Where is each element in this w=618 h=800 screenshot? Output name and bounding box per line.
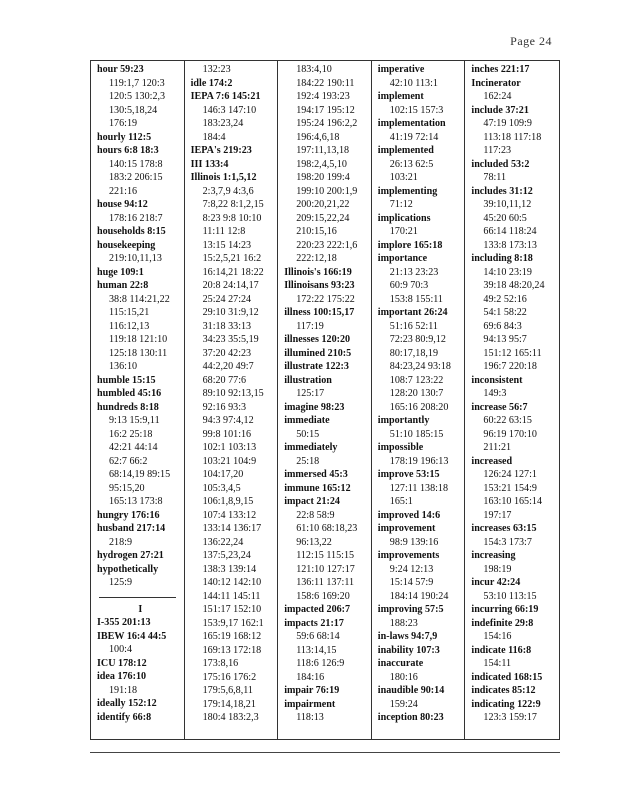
index-entry: incur 42:24 [471,577,521,588]
index-subentry: 68:14,19 89:15 [109,469,171,480]
index-subentry: 16:2 25:18 [109,428,153,440]
index-column-3 [278,61,372,739]
index-subentry: 170:21 [389,226,418,237]
index-subentry: 158:6 169:20 [296,590,350,602]
index-subentry: 126:24 127:1 [483,469,537,480]
index-subentry: 184:16 [296,671,325,683]
index-subentry: 99:8 101:16 [202,428,252,440]
index-subentry: 104:17,20 [202,469,244,480]
index-entry: implemented [377,145,434,156]
index-subentry: 115:15,21 [109,307,150,318]
index-entry: huge 109:1 [97,266,144,278]
index-subentry: 153:21 154:9 [483,482,537,494]
index-subentry: 117:23 [483,145,512,156]
index-subentry: 15:14 57:9 [389,577,434,588]
index-entry: improving 57:5 [377,604,444,615]
index-entry: impossible [377,442,424,453]
index-subentry: 146:3 147:10 [202,104,257,116]
index-entry: in-laws 94:7,9 [377,631,438,642]
index-subentry: 29:10 31:9,12 [202,307,259,318]
index-subentry: 132:23 [202,64,231,75]
index-subentry: 218:9 [109,536,132,548]
index-entry: immediate [284,415,330,426]
index-subentry: 31:18 33:13 [202,320,252,332]
index-subentry: 183:23,24 [202,118,244,129]
index-entry: indicating 122:9 [471,698,541,710]
index-entry: hypothetically [97,563,159,575]
index-entry: indicated 168:15 [471,671,543,683]
index-subentry: 184:14 190:24 [389,590,449,602]
index-entry: hundreds 8:18 [97,401,159,413]
index-subentry: 37:20 42:23 [202,347,252,359]
index-entry: hydrogen 27:21 [97,550,164,561]
index-subentry: 133:8 173:13 [483,239,537,251]
index-subentry: 68:20 77:6 [202,374,247,386]
index-subentry: 118:6 126:9 [296,658,345,669]
index-subentry: 14:10 23:19 [483,266,532,278]
index-subentry: 39:18 48:20,24 [483,280,545,291]
index-entry: humbled 45:16 [97,388,162,399]
index-subentry: 133:14 136:17 [202,523,262,534]
index-subentry: 71:12 [389,199,413,210]
index-subentry: 9:24 12:13 [389,563,434,575]
index-subentry: 39:10,11,12 [483,199,532,210]
index-subentry: 103:21 104:9 [202,455,257,467]
index-entry: impacted 206:7 [284,604,351,615]
index-subentry: 106:1,8,9,15 [202,496,254,507]
index-subentry: 220:23 222:1,6 [296,239,358,251]
index-subentry: 198:2,4,5,10 [296,158,347,170]
index-entry: illness 100:15,17 [284,307,355,318]
index-subentry: 127:11 138:18 [389,482,449,494]
index-subentry: 51:10 185:15 [389,428,444,440]
index-entry: hour 59:23 [97,64,144,75]
index-subentry: 165:1 [389,496,413,507]
index-entry: Illinois 1:1,5,12 [190,172,257,183]
index-subentry: 209:15,22,24 [296,212,350,224]
index-entry: increases 63:15 [471,523,537,534]
index-subentry: 123:3 159:17 [483,712,537,723]
index-entry: inches 221:17 [471,64,530,75]
index-entry: immune 165:12 [284,482,351,494]
index-entry: hourly 112:5 [97,131,152,143]
index-subentry: 195:24 196:2,2 [296,118,358,129]
index-subentry: 180:16 [389,671,418,683]
index-subentry: 107:4 133:12 [202,509,257,521]
index-subentry: 192:4 193:23 [296,91,350,102]
index-subentry: 130:5,18,24 [109,104,158,116]
index-entry: inconsistent [471,374,523,386]
index-subentry: 154:3 173:7 [483,536,532,548]
index-entry: Illinoisans 93:23 [284,280,355,291]
index-entry: improvement [377,523,436,534]
index-subentry: 178:16 218:7 [109,212,163,224]
index-entry: imperative [377,64,425,75]
index-entry: inaudible 90:14 [377,685,445,696]
index-subentry: 102:15 157:3 [389,104,444,116]
index-entry: hours 6:8 18:3 [97,145,159,156]
index-entry: housekeeping [97,239,156,251]
index-entry: households 8:15 [97,226,166,237]
index-entry: inception 80:23 [377,712,444,723]
index-subentry: 54:1 58:22 [483,307,527,318]
index-subentry: 80:17,18,19 [389,347,439,359]
index-subentry: 165:19 168:12 [202,631,262,642]
index-subentry: 222:12,18 [296,253,337,264]
index-subentry: 219:10,11,13 [109,253,162,264]
index-subentry: 98:9 139:16 [389,536,439,548]
index-subentry: 113:14,15 [296,644,337,656]
index-subentry: 8:23 9:8 10:10 [202,212,262,224]
index-subentry: 22:8 58:9 [296,509,335,521]
bottom-rule [90,752,560,753]
index-subentry: 198:19 [483,563,512,575]
index-subentry: 178:19 196:13 [389,455,449,467]
index-subentry: 16:14,21 18:22 [202,266,264,278]
index-subentry: 96:13,22 [296,536,332,548]
index-subentry: 173:8,16 [202,658,239,669]
index-entry: including 8:18 [471,253,533,264]
index-subentry: 26:13 62:5 [389,158,434,170]
index-subentry: 62:7 66:2 [109,455,148,467]
word-index-table [90,60,560,740]
index-subentry: 59:6 68:14 [296,631,340,642]
index-column-1 [91,61,185,739]
index-subentry: 2:3,7,9 4:3,6 [202,185,254,197]
index-subentry: 183:2 206:15 [109,172,163,183]
index-subentry: 196:7 220:18 [483,361,537,372]
index-subentry: 211:21 [483,442,512,453]
index-subentry: 113:18 117:18 [483,131,542,143]
index-entry: importantly [377,415,430,426]
index-subentry: 119:1,7 120:3 [109,77,165,89]
section-letter: I [138,603,143,615]
index-subentry: 42:10 113:1 [389,77,438,89]
index-entry: IEPA 7:6 145:21 [190,91,261,102]
index-entry: inaccurate [377,658,424,669]
section-divider [99,590,176,598]
index-entry: impact 21:24 [284,496,340,507]
index-entry: increasing [471,550,516,561]
index-subentry: 183:4,10 [296,64,332,75]
index-entry: includes 31:12 [471,185,533,197]
index-subentry: 49:2 52:16 [483,293,527,305]
index-subentry: 153:9,17 162:1 [202,617,264,629]
index-column-5 [465,61,559,739]
index-entry: increased [471,455,513,467]
index-subentry: 188:23 [389,617,418,629]
index-entry: indicates 85:12 [471,685,536,696]
index-subentry: 179:14,18,21 [202,698,256,710]
index-entry: III 133:4 [190,158,229,170]
index-subentry: 50:15 [296,428,320,440]
index-entry: indefinite 29:8 [471,617,534,629]
index-subentry: 92:16 93:3 [202,401,247,413]
index-entry: illumined 210:5 [284,347,352,359]
index-subentry: 41:19 72:14 [389,131,439,143]
index-subentry: 60:22 63:15 [483,415,532,426]
index-entry: implore 165:18 [377,239,443,251]
index-subentry: 112:15 115:15 [296,550,355,561]
index-subentry: 61:10 68:18,23 [296,523,358,534]
index-subentry: 47:19 109:9 [483,118,532,129]
index-subentry: 34:23 35:5,19 [202,334,259,345]
index-entry: implications [377,212,431,224]
index-subentry: 136:11 137:11 [296,577,355,588]
index-subentry: 9:13 15:9,11 [109,415,160,426]
index-subentry: 117:19 [296,320,324,332]
index-subentry: 103:21 [389,172,418,183]
index-subentry: 199:10 200:1,9 [296,185,358,197]
index-subentry: 15:2,5,21 16:2 [202,253,262,264]
index-subentry: 128:20 130:7 [389,388,444,399]
index-entry: house 94:12 [97,199,148,210]
index-entry: impacts 21:17 [284,617,344,629]
index-subentry: 197:11,13,18 [296,145,350,156]
index-entry: ICU 178:12 [97,657,147,669]
index-entry: ideally 152:12 [97,698,157,709]
page-number: Page 24 [510,34,552,48]
index-subentry: 138:3 139:14 [202,563,257,575]
index-entry: human 22:8 [97,280,149,291]
index-subentry: 191:18 [109,684,138,696]
index-entry: include 37:21 [471,104,529,116]
index-subentry: 165:13 173:8 [109,496,163,507]
index-subentry: 108:7 123:22 [389,374,444,386]
index-subentry: 151:17 152:10 [202,604,262,615]
index-subentry: 184:22 190:11 [296,77,355,89]
index-subentry: 194:17 195:12 [296,104,355,116]
index-entry: impairment [284,698,336,710]
index-subentry: 200:20,21,22 [296,199,350,210]
index-subentry: 100:4 [109,644,132,655]
index-subentry: 25:24 27:24 [202,293,252,305]
index-subentry: 176:19 [109,118,138,129]
index-entry: IEPA's 219:23 [190,145,252,156]
index-subentry: 149:3 [483,388,507,399]
index-entry: identify 66:8 [97,711,152,723]
index-subentry: 125:17 [296,388,325,399]
index-subentry: 21:13 23:23 [389,266,439,278]
index-subentry: 60:9 70:3 [389,280,429,291]
index-subentry: 120:5 130:2,3 [109,91,166,102]
index-subentry: 184:4 [202,131,226,143]
index-subentry: 25:18 [296,455,320,467]
index-subentry: 154:16 [483,631,512,642]
index-entry: improve 53:15 [377,469,440,480]
index-subentry: 153:8 155:11 [389,293,443,305]
index-subentry: 78:11 [483,172,507,183]
index-subentry: 159:24 [389,698,418,710]
index-subentry: 51:16 52:11 [389,320,438,332]
index-subentry: 136:10 [109,361,138,372]
index-entry: improved 14:6 [377,509,441,521]
index-subentry: 38:8 114:21,22 [109,293,170,305]
index-entry: idle 174:2 [190,77,233,89]
index-subentry: 102:1 103:13 [202,442,257,453]
index-subentry: 118:13 [296,712,324,723]
index-subentry: 11:11 12:8 [202,226,246,237]
index-subentry: 179:5,6,8,11 [202,685,253,696]
index-subentry: 94:3 97:4,12 [202,415,254,426]
index-subentry: 125:9 [109,577,132,588]
index-subentry: 196:4,6,18 [296,131,340,143]
index-entry: hungry 176:16 [97,509,160,521]
index-subentry: 140:12 142:10 [202,577,262,588]
index-subentry: 140:15 178:8 [109,158,163,170]
index-entry: included 53:2 [471,158,530,170]
index-entry: idea 176:10 [97,671,147,682]
index-subentry: 121:10 127:17 [296,563,355,575]
index-subentry: 221:16 [109,185,138,197]
index-subentry: 13:15 14:23 [202,239,252,251]
index-entry: implementation [377,118,446,129]
index-entry: I-355 201:13 [97,617,151,628]
index-entry: husband 217:14 [97,523,166,534]
index-entry: humble 15:15 [97,374,156,386]
index-subentry: 89:10 92:13,15 [202,388,264,399]
index-entry: implement [377,91,424,102]
index-subentry: 96:19 170:10 [483,428,537,440]
index-entry: implementing [377,185,438,197]
index-column-2 [185,61,279,739]
index-subentry: 116:12,13 [109,320,150,332]
index-subentry: 172:22 175:22 [296,293,355,305]
index-column-4 [372,61,466,739]
index-entry: increase 56:7 [471,401,528,413]
index-entry: indicate 116:8 [471,644,532,656]
index-entry: illnesses 120:20 [284,334,351,345]
index-subentry: 198:20 199:4 [296,172,350,183]
index-subentry: 20:8 24:14,17 [202,280,259,291]
index-subentry: 94:13 95:7 [483,334,527,345]
index-entry: imagine 98:23 [284,401,345,413]
index-subentry: 119:18 121:10 [109,334,168,345]
index-subentry: 151:12 165:11 [483,347,542,359]
index-subentry: 42:21 44:14 [109,442,158,453]
index-entry: incurring 66:19 [471,604,539,615]
index-entry: illustration [284,374,332,386]
index-subentry: 66:14 118:24 [483,226,537,237]
index-subentry: 137:5,23,24 [202,550,251,561]
index-subentry: 144:11 145:11 [202,590,261,602]
index-subentry: 180:4 183:2,3 [202,712,259,723]
index-subentry: 53:10 113:15 [483,590,537,602]
index-subentry: 105:3,4,5 [202,482,241,494]
index-subentry: 136:22,24 [202,536,244,548]
index-entry: IBEW 16:4 44:5 [97,630,167,642]
index-entry: important 26:24 [377,307,448,318]
index-entry: Illinois's 166:19 [284,266,352,278]
index-subentry: 84:23,24 93:18 [389,361,451,372]
index-subentry: 45:20 60:5 [483,212,527,224]
index-subentry: 44:2,20 49:7 [202,361,254,372]
index-subentry: 210:15,16 [296,226,337,237]
index-subentry: 125:18 130:11 [109,347,168,359]
index-subentry: 165:16 208:20 [389,401,449,413]
index-entry: improvements [377,550,440,561]
index-entry: importance [377,253,428,264]
index-subentry: 175:16 176:2 [202,671,257,683]
index-subentry: 72:23 80:9,12 [389,334,446,345]
index-entry: illustrate 122:3 [284,361,349,372]
index-subentry: 154:11 [483,658,512,669]
index-subentry: 95:15,20 [109,482,145,494]
index-entry: Incinerator [471,77,521,89]
index-subentry: 169:13 172:18 [202,644,262,656]
index-subentry: 162:24 [483,91,512,102]
index-subentry: 163:10 165:14 [483,496,542,507]
index-subentry: 197:17 [483,509,512,521]
index-subentry: 7:8,22 8:1,2,15 [202,199,264,210]
index-entry: immediately [284,442,338,453]
index-entry: immersed 45:3 [284,469,348,480]
index-subentry: 69:6 84:3 [483,320,522,332]
index-entry: impair 76:19 [284,685,340,696]
index-entry: inability 107:3 [377,644,440,656]
